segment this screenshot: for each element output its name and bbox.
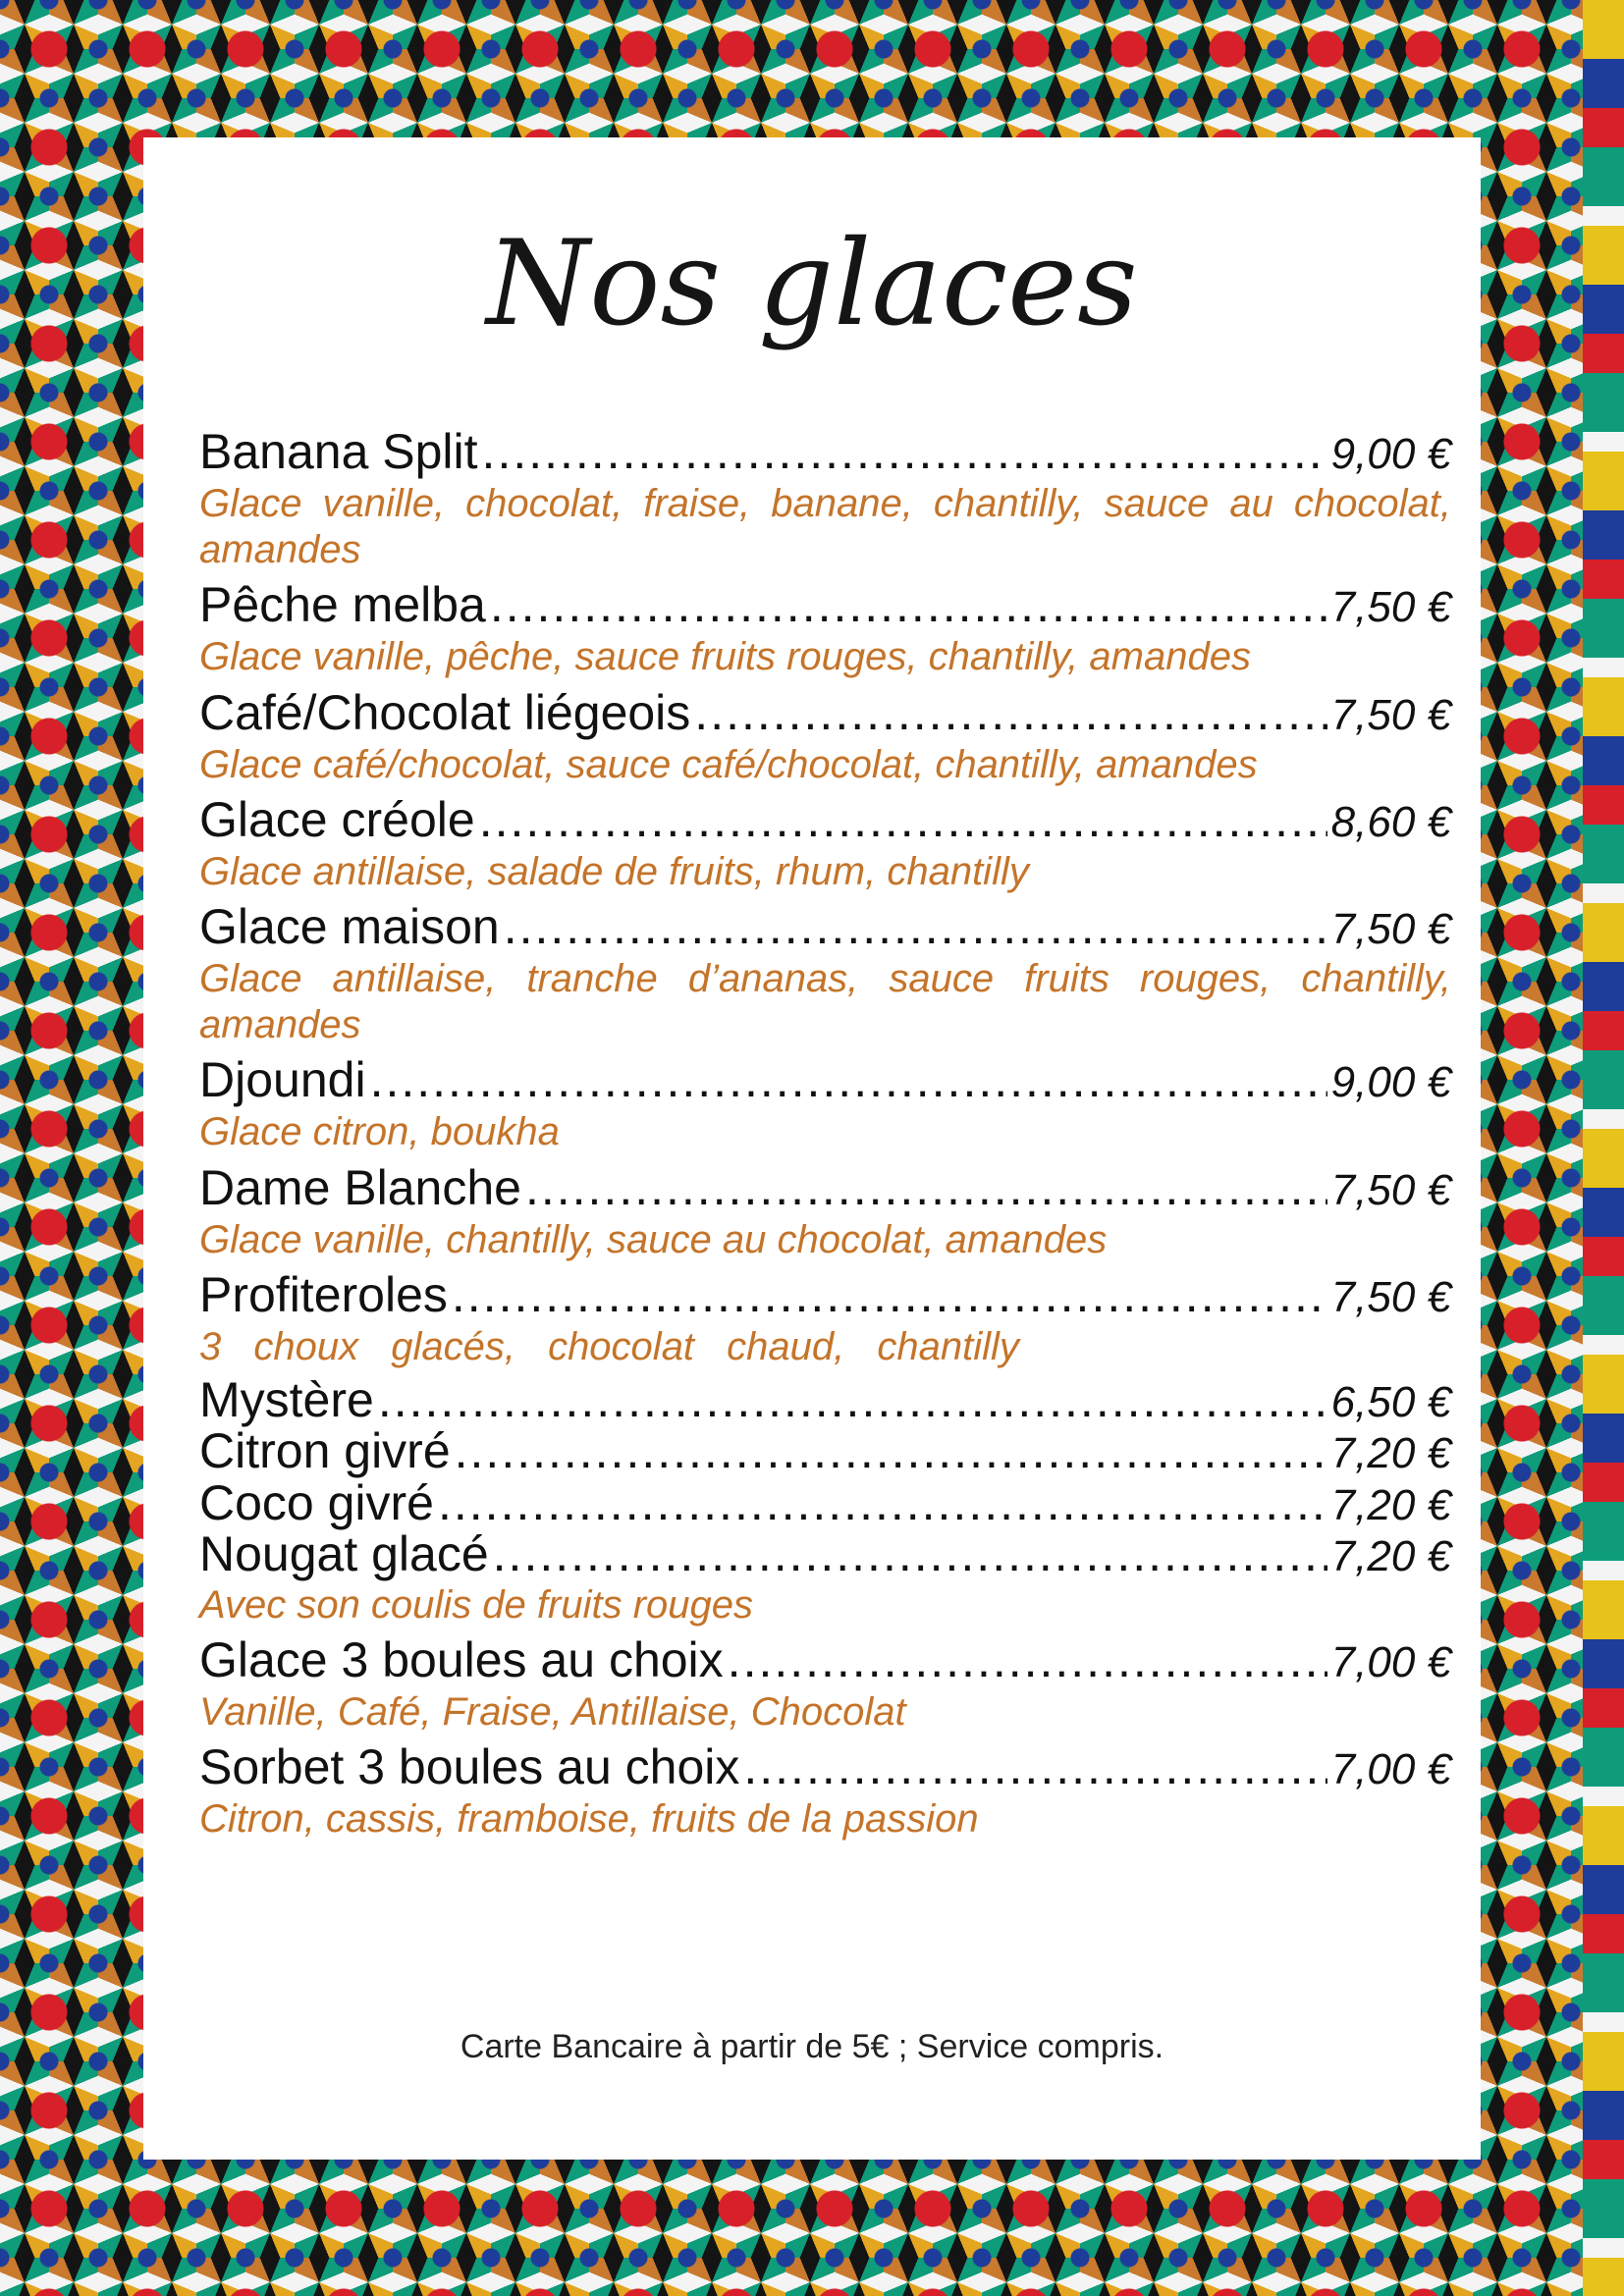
item-price: 7,20 € (1330, 1429, 1451, 1478)
item-name: Profiteroles (199, 1266, 448, 1322)
dot-leader (452, 1267, 1327, 1322)
dot-leader (479, 792, 1327, 847)
dot-leader (438, 1477, 1327, 1529)
item-name: Nougat glacé (199, 1526, 489, 1582)
item-description: Citron, cassis, framboise, fruits de la passion (199, 1797, 979, 1842)
item-price: 7,50 € (1330, 583, 1451, 632)
item-price: 7,50 € (1330, 1272, 1451, 1321)
item-name: Pêche melba (199, 577, 486, 633)
item-price: 7,20 € (1330, 1532, 1451, 1581)
page-title: Nos glaces (486, 216, 1138, 352)
item-name: Djoundi (199, 1052, 366, 1108)
item-name: Glace créole (199, 791, 475, 847)
item-name: Café/Chocolat liégeois (199, 684, 691, 740)
item-name: Sorbet 3 boules au choix (199, 1739, 740, 1795)
item-price: 7,50 € (1330, 904, 1451, 953)
dot-leader (482, 424, 1327, 479)
item-description: Vanille, Café, Fraise, Antillaise, Chocolat (199, 1690, 906, 1735)
item-name: Glace maison (199, 898, 500, 954)
dot-leader (493, 1528, 1327, 1580)
menu-item (199, 1267, 1451, 1322)
item-description: Glace vanille, chocolat, fraise, banane, chantilly, sauce au chocolat, amandes (199, 482, 1451, 572)
item-description: Avec son coulis de fruits rouges (199, 1582, 754, 1627)
payment-note: Carte Bancaire à partir de 5€ ; Service compris. (460, 2028, 1164, 2065)
dot-leader (504, 899, 1327, 954)
item-description: 3 choux glacés, chocolat chaud, chantilly (199, 1324, 1019, 1368)
item-name: Coco givré (199, 1474, 434, 1530)
item-name: Glace 3 boules au choix (199, 1632, 724, 1688)
item-description: Glace vanille, chantilly, sauce au chocolat, amandes (199, 1217, 1108, 1261)
item-description: Glace citron, boukha (199, 1110, 560, 1154)
menu-item (199, 899, 1451, 954)
dot-leader (728, 1632, 1327, 1687)
menu-item (199, 1739, 1451, 1794)
item-description: Glace antillaise, salade de fruits, rhum, chantilly (199, 849, 1029, 893)
menu-item (199, 424, 1451, 479)
menu-item (199, 1160, 1451, 1215)
item-price: 6,50 € (1330, 1377, 1451, 1426)
item-price: 7,20 € (1330, 1480, 1451, 1529)
dot-leader (490, 577, 1327, 632)
dot-leader (743, 1739, 1326, 1794)
menu-item (199, 1371, 1451, 1427)
dot-leader (694, 685, 1326, 740)
menu-item (199, 1632, 1451, 1687)
item-price: 9,00 € (1330, 1058, 1451, 1107)
menu-item (199, 685, 1451, 740)
item-price: 9,00 € (1330, 430, 1451, 478)
dot-leader (370, 1052, 1327, 1107)
item-description: Glace café/chocolat, sauce café/chocolat, chantilly, amandes (199, 742, 1258, 786)
item-description: Glace antillaise, tranche d’ananas, sauce fruits rouges, chantilly, amandes (199, 956, 1451, 1047)
menu-item (199, 1474, 1451, 1530)
menu-item (199, 577, 1451, 632)
dot-leader (455, 1425, 1327, 1477)
item-name: Banana Split (199, 424, 478, 479)
item-name: Mystère (199, 1371, 374, 1427)
ice-cream-menu (199, 424, 1451, 1846)
item-price: 7,50 € (1330, 690, 1451, 739)
item-price: 8,60 € (1330, 797, 1451, 846)
dot-leader (525, 1160, 1327, 1215)
menu-item (199, 1528, 1451, 1580)
menu-item (199, 1425, 1451, 1477)
item-price: 7,50 € (1330, 1165, 1451, 1214)
dot-leader (378, 1374, 1327, 1426)
item-name: Dame Blanche (199, 1159, 521, 1215)
item-name: Citron givré (199, 1423, 451, 1479)
item-price: 7,00 € (1330, 1745, 1451, 1794)
menu-item (199, 1052, 1451, 1107)
item-price: 7,00 € (1330, 1638, 1451, 1687)
item-description: Glace vanille, pêche, sauce fruits rouges, chantilly, amandes (199, 635, 1251, 679)
tile-border-stripe (1583, 0, 1624, 2296)
menu-item (199, 792, 1451, 847)
